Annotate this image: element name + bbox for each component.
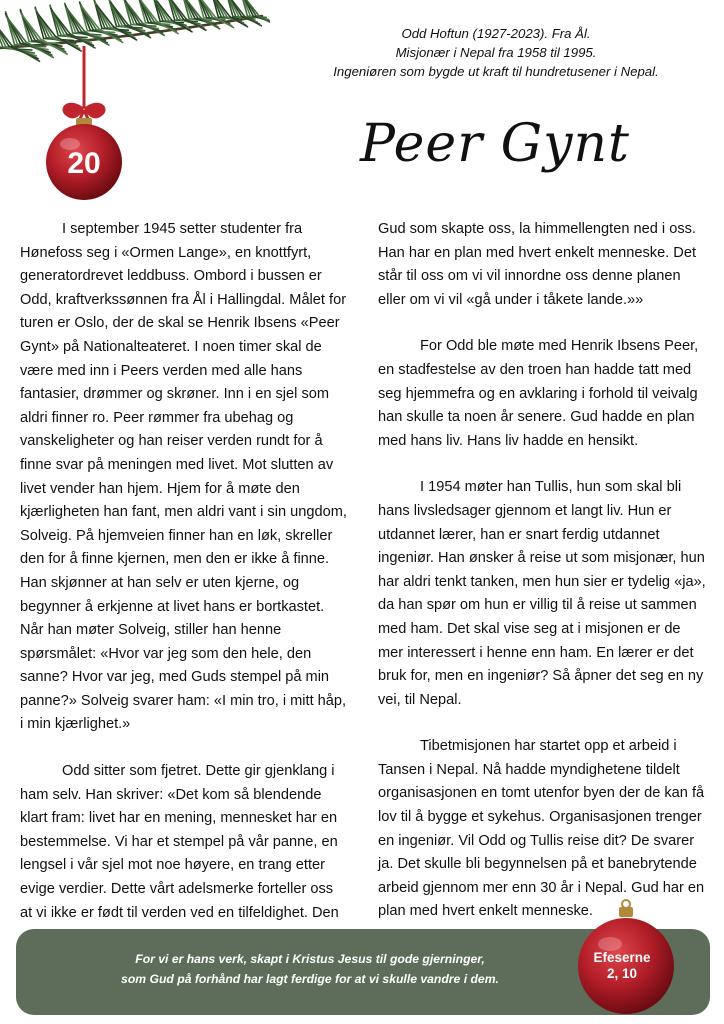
verse-reference [578, 950, 666, 982]
paragraph: I september 1945 setter studenter fra Hønefoss seg i «Ormen Lange», en knottfyrt, generatordrevet leddbuss. Ombord i bussen er Odd, kraftverkssønnen fra Ål i Hallingdal. Målet for turen er Oslo, der de skal se Henrik Ibsens «Peer Gynt» på Nationalteateret. I noen timer skal de være med inn i Peers verden med alle hans fantasier, drømmer og skrøner. Inn i en sjel som aldri finner ro. Peer rømmer fra ubehag og vanskeligheter og han reiser verden rundt for å finne svar på meningen med livet. Mot slutten av livet vender han hjem. Hjem for å møte den kjærligheten han fant, men aldri vant i sin ungdom, Solveig. På hjemveien finner han en løk, skreller den for å finne kjernen, men den er ikke å finne. Han skjønner at han selv er uten kjerne, og begynner å erkjenne at livet hans er bortkastet. Når han møter Solveig, stiller han henne spørsmålet: «Hvor var jeg som den hele, den sanne? Hvor var jeg, med Guds stempel på min panne?» Solveig svarer ham: «I min tro, i mitt håp, i min kjærlighet.» [20, 221, 347, 733]
paragraph: Tibetmisjonen har startet opp et arbeid i Tansen i Nepal. Nå hadde myndighetene tildelt organisasjonen en tomt utenfor byen der de kan få lov til å bygge et sykehus. Organisasjonen trenger en ingeniør. Vil Odd og Tullis reise dit? De svarer ja. Det skulle bli begynnelsen på et banebrytende arbeid gjennom mer enn 30 år i Nepal. Gud har en plan med hvert enkelt menneske. [378, 738, 705, 920]
verse-line: som Gud på forhånd har lagt ferdige for at vi skulle vandre i dem. [121, 972, 499, 986]
fir-branch-icon [0, 0, 270, 220]
header-caption [300, 24, 692, 81]
paragraph: Gud som skapte oss, la himmellengten ned i oss. Han har en plan med hvert enkelt menneske. Det står til oss om vi vil innordne oss denne planen eller om vi vil «gå under i tåkete lande.»» [378, 221, 696, 308]
header-line: Odd Hoftun (1927-2023). Fra Ål. [401, 26, 591, 41]
verse-line: For vi er hans verk, skapt i Kristus Jesus til gode gjerninger, [135, 952, 485, 966]
header-line: Misjonær i Nepal fra 1958 til 1995. [395, 45, 597, 60]
bible-verse [90, 949, 530, 989]
day-number: 20 [67, 147, 101, 180]
paragraph: For Odd ble møte med Henrik Ibsens Peer, en stadfestelse av den troen han hadde tatt med seg hjemmefra og en avklaring i forhold til veivalg han skulle ta noen år senere. Gud hadde en plan med hans liv. Hans liv hadde en hensikt. [378, 338, 699, 449]
left-column [20, 218, 348, 948]
right-column [378, 218, 706, 947]
reference-line: 2, 10 [606, 966, 638, 981]
reference-line: Efeserne [593, 950, 651, 965]
paragraph: Odd sitter som fjetret. Dette gir gjenklang i ham selv. Han skriver: «Det kom så blendende klart fram: livet har en mening, mennesket har en bestemmelse. Vi har et stempel på vår panne, en lengsel i vår sjel mot noe høyere, en trang etter evige verdier. Dette vårt adelsmerke forteller oss at vi ikke er født til verden ved en tilfeldighet. Den [20, 763, 339, 921]
page-title: Peer Gynt [360, 114, 630, 174]
header-line: Ingeniøren som bygde ut kraft til hundretusener i Nepal. [333, 64, 659, 79]
paragraph: I 1954 møter han Tullis, hun som skal bli hans livsledsager gjennom et langt liv. Hun er utdannet lærer, han er snart ferdig utdannet ingeniør. Han ønsker å reise ut som misjonær, hun har aldri tenkt tanken, men hun sier er tydelig «ja», da han spør om hun er villig til å reise ut sammen med ham. Det skal vise seg at i misjonen er de mer interessert i henne enn ham. En lærer er det bruk for, men en ingeniør? Så åpner det seg en ny vei, til Nepal. [378, 479, 706, 708]
